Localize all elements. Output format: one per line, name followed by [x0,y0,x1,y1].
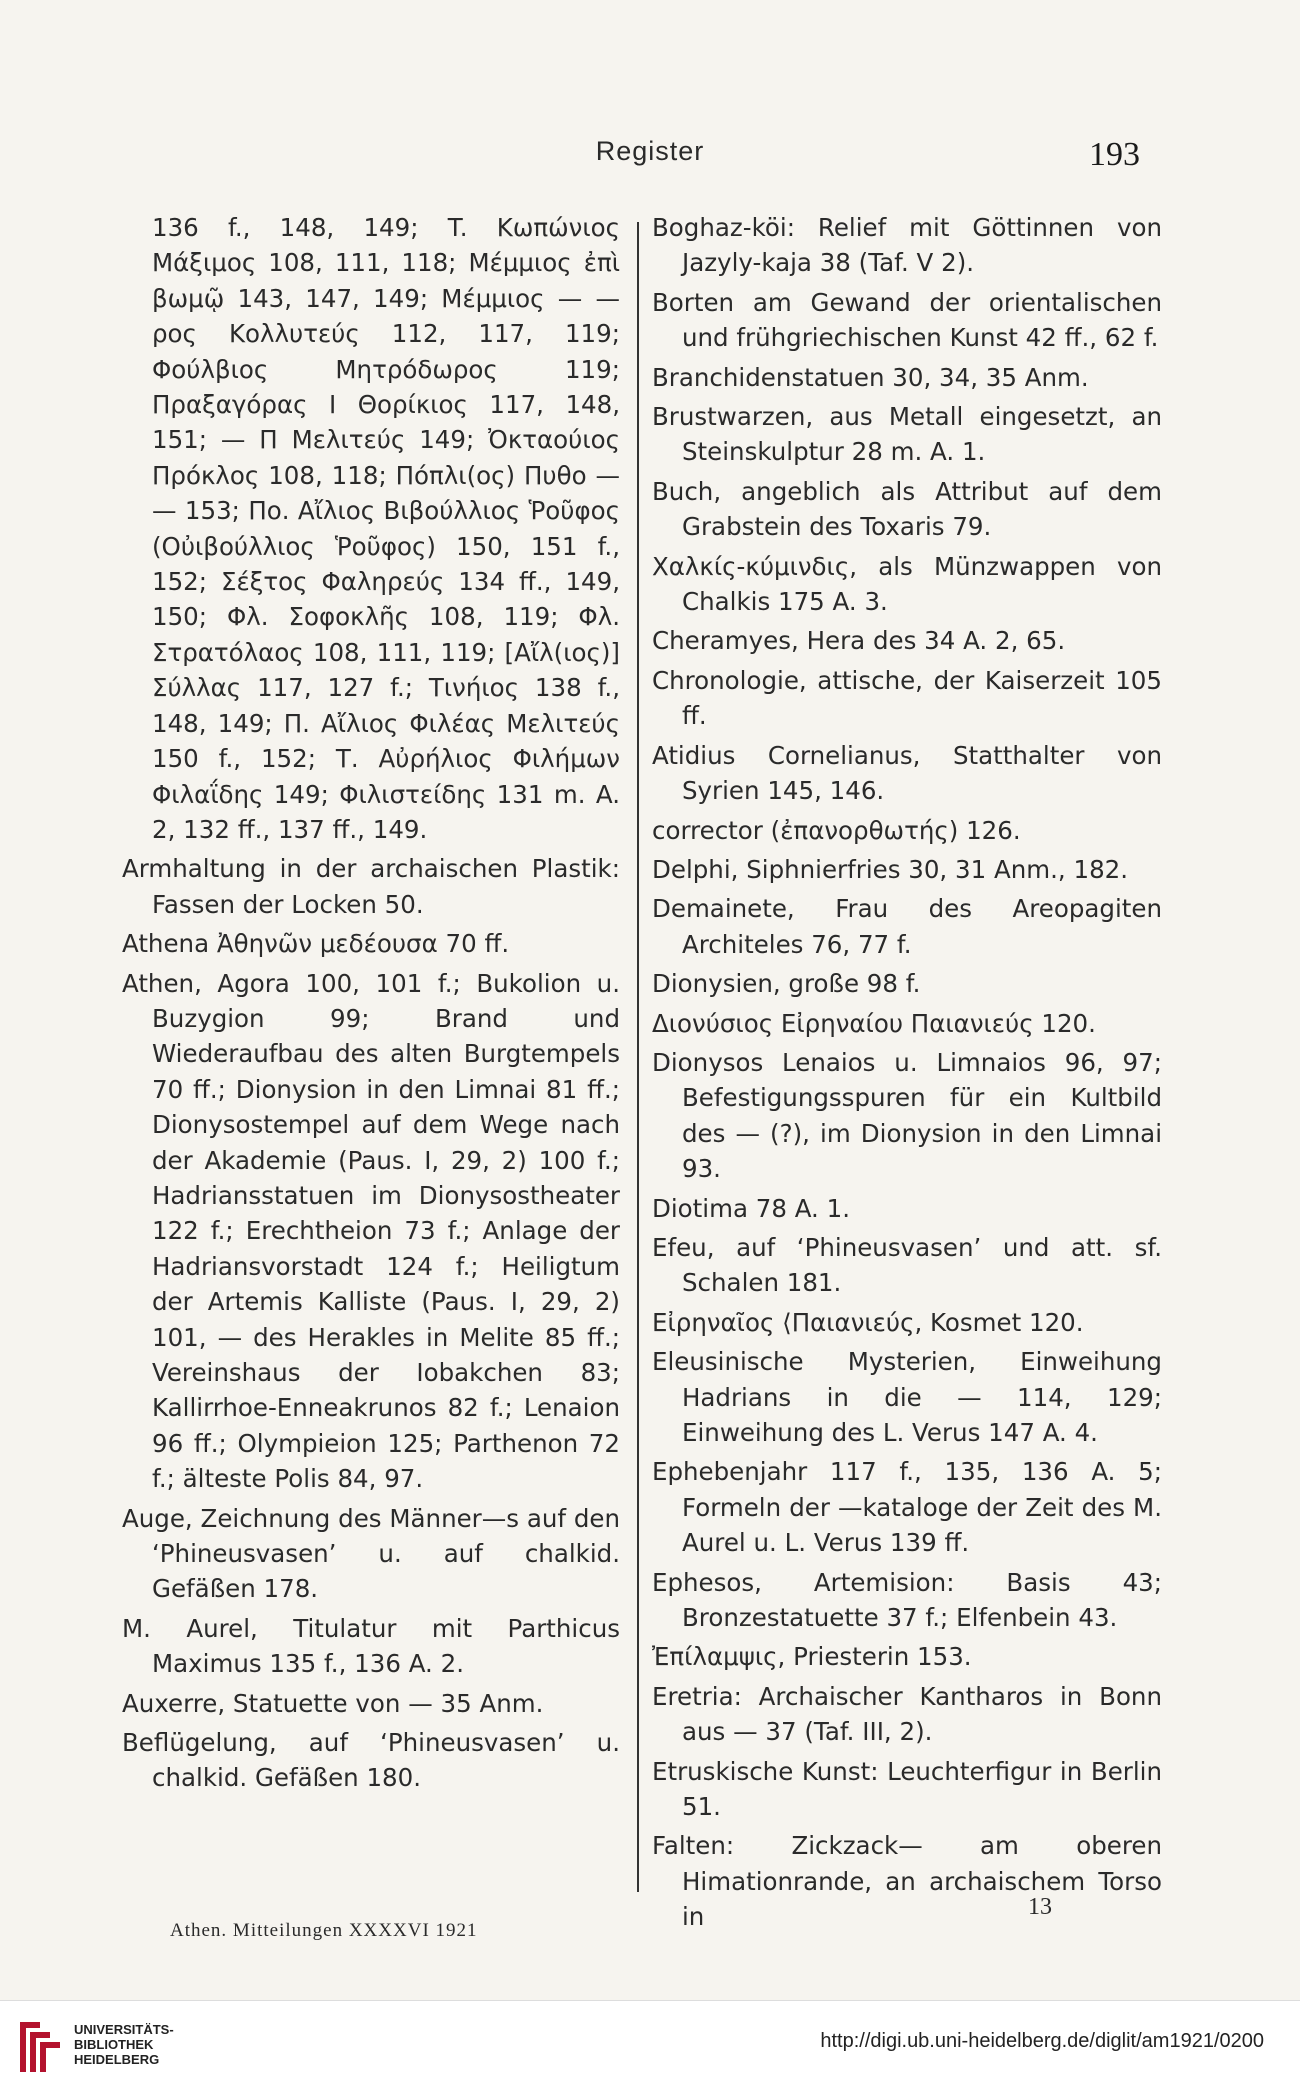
register-entry: Eretria: Archaischer Kantharos in Bonn aus — 37 (Taf. III, 2). [652,1681,1162,1747]
register-entry: Χαλκίς-κύμινδις, als Münzwappen von Chalkis 175 A. 3. [652,551,1162,617]
register-entry: Athen, Agora 100, 101 f.; Bukolion u. Buzygion 99; Brand und Wiederaufbau des alten Burgtempels 70 ff.; Dionysion in den Limnai 81 ff.; Dionysostempel auf dem Wege nach der Akademie (Paus. I, 29, 2) 100 f.; Hadriansstatuen im Dionysostheater 122 f.; Erechtheion 73 f.; Anlage der Hadriansvorstadt 124 f.; Heiligtum der Artemis Kalliste (Paus. I, 29, 2) 101, — des Herakles in Melite 85 ff.; Vereinshaus der Iobakchen 83; Kallirrhoe-Enneakrunos 82 f.; Lenaion 96 ff.; Olympieion 125; Parthenon 72 f.; älteste Polis 84, 97. [122,968,620,1494]
register-entry: Διονύσιος Εἰρηναίου Παιανιεύς 120. [652,1008,1096,1038]
register-entry: Boghaz-köi: Relief mit Göttinnen von Jazyly-kaja 38 (Taf. V 2). [652,213,1162,278]
register-entry: Εἰρηναῖος ⟨Παιανιεύς, Kosmet 120. [652,1307,1084,1337]
journal-footer: Athen. Mitteilungen XXXXVI 1921 [170,1920,478,1941]
register-entry: corrector (ἐπανορθωτής) 126. [652,815,1021,845]
register-entry: Delphi, Siphnierfries 30, 31 Anm., 182. [652,854,1129,884]
register-entry: Ephesos, Artemision: Basis 43; Bronzestatuette 37 f.; Elfenbein 43. [652,1567,1162,1633]
register-entry: Auge, Zeichnung des Männer—s auf den ‘Phineusvasen’ u. auf chalkid. Gefäßen 178. [122,1503,620,1604]
library-logo-icon [14,2018,66,2076]
page-number: 193 [1089,136,1140,173]
register-entry: Diotima 78 A. 1. [652,1193,850,1223]
signature-number: 13 [1028,1894,1052,1920]
register-entry: Buch, angeblich als Attribut auf dem Grabstein des Toxaris 79. [652,476,1162,542]
register-entry: Falten: Zickzack— am oberen Himationrande, an archaischem Torso in [652,1831,1162,1932]
left-column [122,210,620,1800]
library-name-line3: HEIDELBERG [74,2052,160,2067]
register-entry: Etruskische Kunst: Leuchterfigur in Berlin 51. [652,1756,1162,1822]
column-divider [637,222,639,1892]
register-entry: Dionysien, große 98 f. [652,969,921,999]
register-entry: Ἐπίλαμψις, Priesterin 153. [652,1642,972,1672]
register-entry: Athena Ἀθηνῶν μεδέουσα 70 ff. [122,929,510,959]
register-entry: Chronologie, attische, der Kaiserzeit 105 ff. [652,665,1162,731]
register-entry: Atidius Cornelianus, Statthalter von Syrien 145, 146. [652,740,1162,806]
right-column [652,210,1162,1939]
register-entry: Eleusinische Mysterien, Einweihung Hadrians in die — 114, 129; Einweihung des L. Verus 147 A. 4. [652,1347,1162,1447]
register-entry: 136 f., 148, 149; T. Κωπώνιος Μάξιμος 108, 111, 118; Μέμμιος ἐπὶ βωμῷ 143, 147, 149; Μέμμιος — — ρος Κολλυτεύς 112, 117, 119; Φούλβιος Μητρόδωρος 119; Πραξαγόρας Ι Θορίκιος 117, 148, 151; — Π Μελιτεύς 149; Ὀκταούιος Πρόκλος 108, 118; Πόπλι(ος) Πυθο — — 153; Πο. Αἴλιος Βιβούλλιος Ῥοῦφος (Οὐιβούλλιος Ῥοῦφος) 150, 151 f., 152; Σέξτος Φαληρεύς 134 ff., 149, 150; Φλ. Σοφοκλῆς 108, 119; Φλ. Στρατόλαος 108, 111, 119; [Αἴλ(ιος)] Σύλλας 117, 127 f.; Τινήιος 138 f., 148, 149; Π. Αἴλιος Φιλέας Μελιτεύς 150 f., 152; Τ. Αὐρήλιος Φιλήμων Φιλαΐδης 149; Φιλιστείδης 131 m. A. 2, 132 ff., 137 ff., 149. [152,213,620,844]
register-entry: Cheramyes, Hera des 34 A. 2, 65. [652,626,1066,656]
register-entry: Borten am Gewand der orientalischen und frühgriechischen Kunst 42 ff., 62 f. [652,287,1162,353]
library-name-line1: UNIVERSITÄTS- [74,2022,174,2037]
register-entry: Brustwarzen, aus Metall eingesetzt, an Steinskulptur 28 m. A. 1. [652,402,1162,467]
library-name [74,2022,174,2067]
source-url-link[interactable]: http://digi.ub.uni-heidelberg.de/diglit/am1921/0200 [820,2030,1264,2052]
register-entry: Dionysos Lenaios u. Limnaios 96, 97; Befestigungsspuren für ein Kultbild des — (?), im Dionysion in den Limnai 93. [652,1047,1162,1184]
register-entry: Ephebenjahr 117 f., 135, 136 A. 5; Formeln der —kataloge der Zeit des M. Aurel u. L. Verus 139 ff. [652,1457,1162,1558]
register-entry: Demainete, Frau des Areopagiten Architeles 76, 77 f. [652,894,1162,959]
register-entry: M. Aurel, Titulatur mit Parthicus Maximus 135 f., 136 A. 2. [122,1613,620,1679]
register-entry: Branchidenstatuen 30, 34, 35 Anm. [652,362,1089,392]
register-entry: Efeu, auf ‘Phineusvasen’ und att. sf. Schalen 181. [652,1232,1162,1298]
register-entry: Beflügelung, auf ‘Phineusvasen’ u. chalkid. Gefäßen 180. [122,1728,620,1793]
register-entry: Auxerre, Statuette von — 35 Anm. [122,1688,544,1718]
page-header-title: Register [595,136,705,166]
register-entry: Armhaltung in der archaischen Plastik: Fassen der Locken 50. [122,854,620,919]
library-name-line2: BIBLIOTHEK [74,2037,154,2052]
